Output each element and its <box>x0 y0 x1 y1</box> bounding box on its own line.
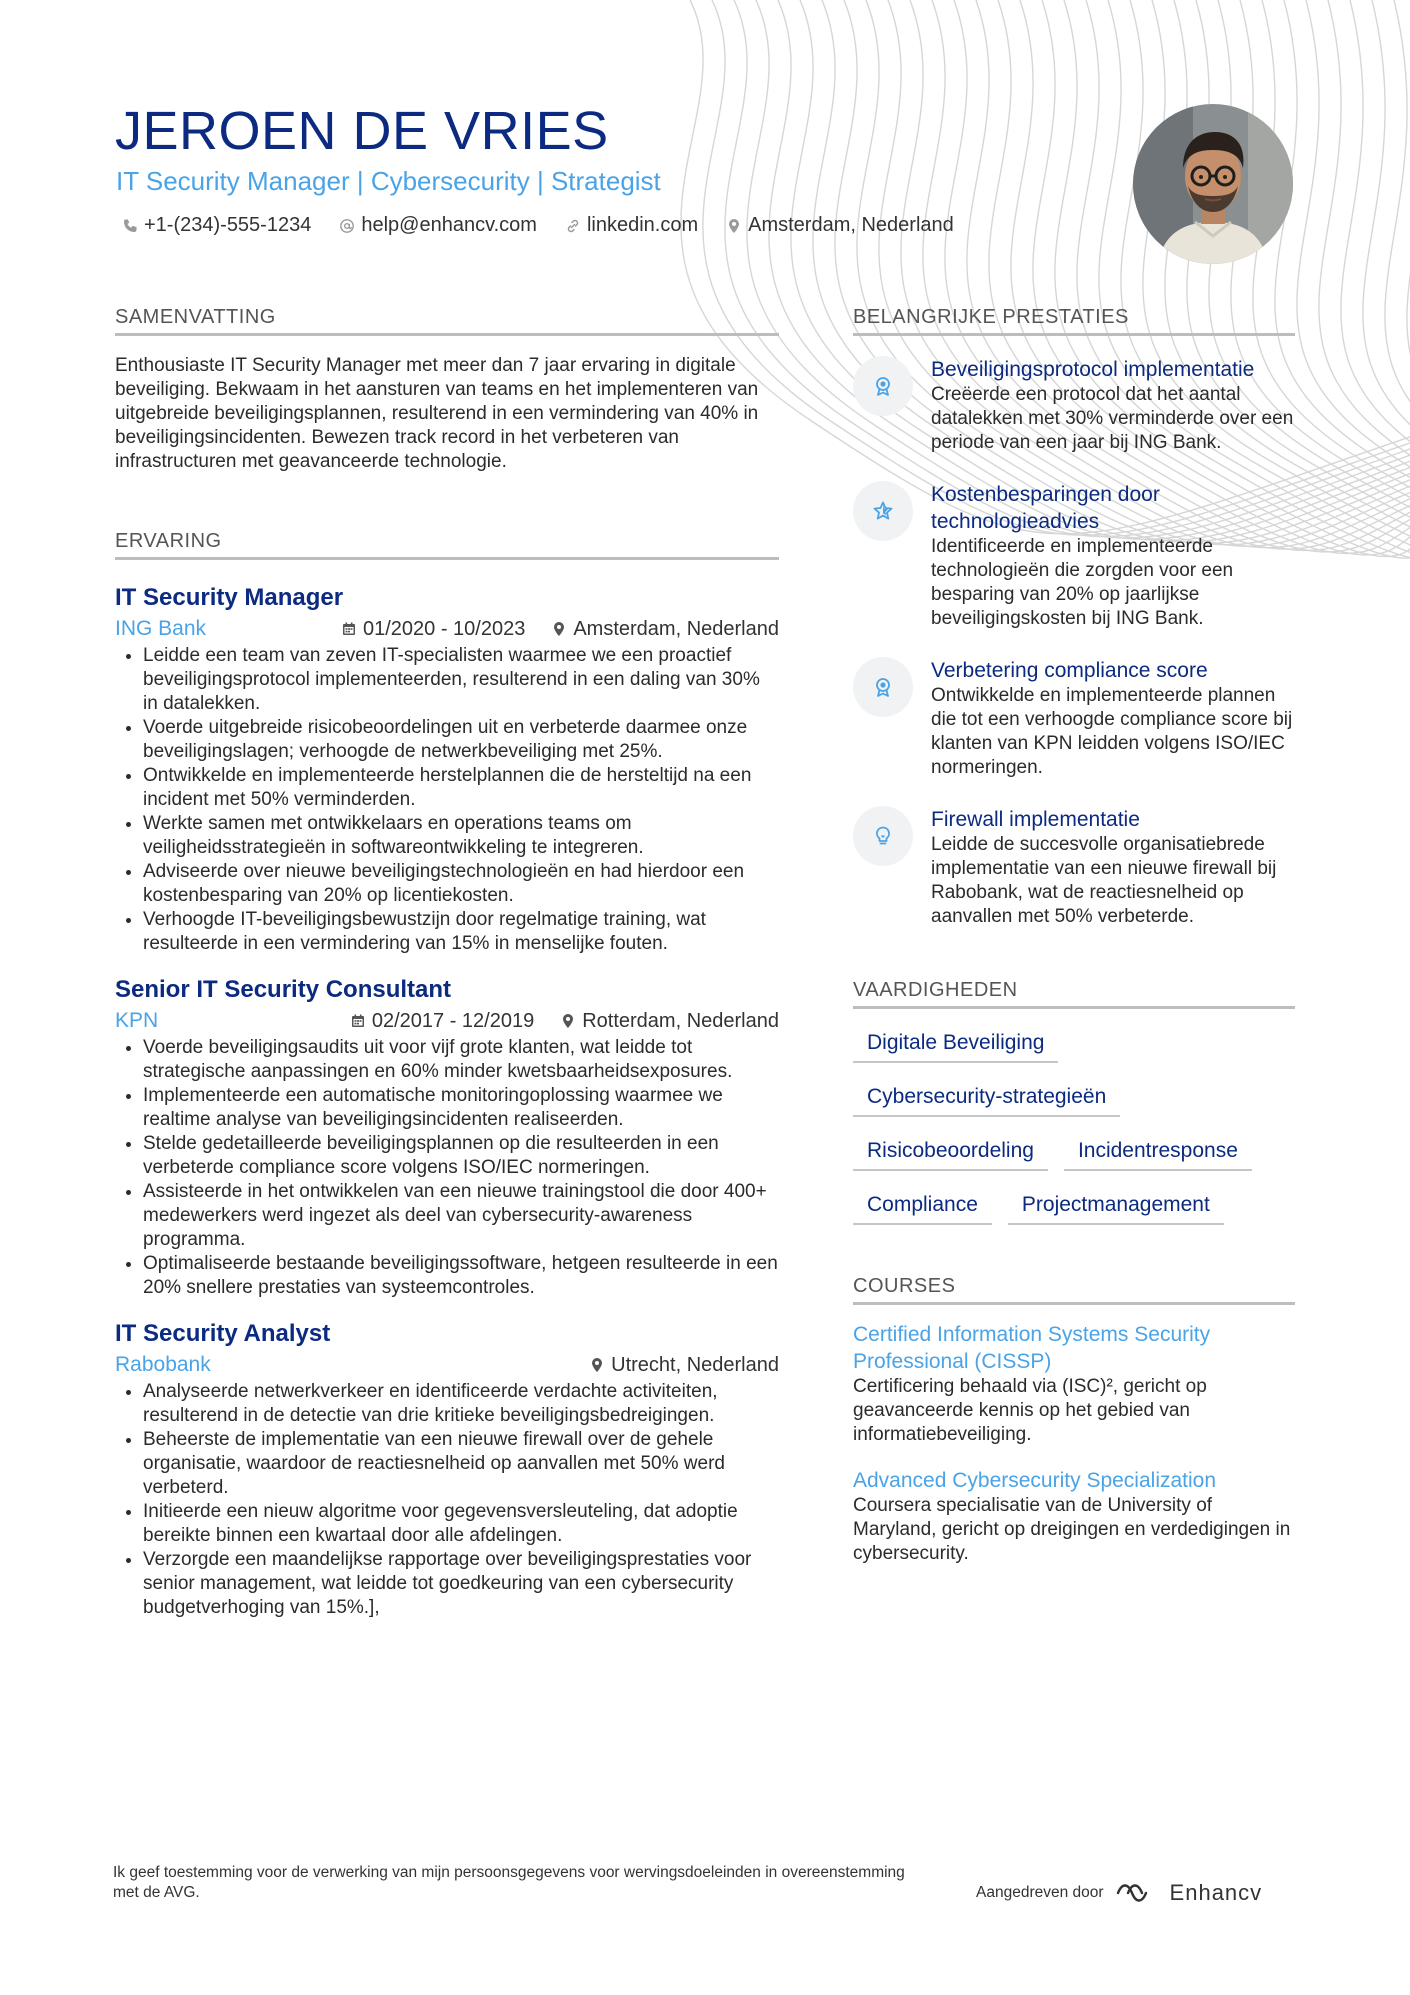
location-pin-icon <box>589 1357 605 1373</box>
profile-photo <box>1133 104 1293 264</box>
achievement-item <box>853 806 1295 929</box>
job-location <box>551 614 779 644</box>
achievements-title: BELANGRIJKE PRESTATIES <box>853 306 1295 336</box>
job-bullet: • Initieerde een nieuw algoritme voor gegevensversleuteling, dat adoptie bereikte binnen een kwartaal door alle afdelingen. <box>143 1500 779 1548</box>
job-bullet: • Beheerste de implementatie van een nieuwe firewall over de gehele organisatie, waardoor de reactiesnelheid op aanvallen met 50% werd verbeterd. <box>143 1428 779 1500</box>
achievement-item <box>853 481 1295 631</box>
star-icon <box>853 481 913 541</box>
contact-linkedin[interactable] <box>565 214 698 237</box>
job-dates <box>341 614 525 644</box>
job-entry <box>115 1318 779 1620</box>
achievement-item <box>853 356 1295 455</box>
location-pin-icon <box>560 1013 576 1029</box>
job-dates-text: 01/2020 - 10/2023 <box>362 618 526 640</box>
wave-line <box>1319 0 1410 560</box>
contact-phone[interactable] <box>122 214 311 237</box>
phone-icon <box>122 218 138 234</box>
job-bullets <box>115 1036 779 1300</box>
job-bullet: • Verhoogde IT-beveiligingsbewustzijn door regelmatige training, wat resulteerde in een vermindering van 15% in menselijke fouten. <box>143 908 779 956</box>
wave-line <box>1341 0 1410 560</box>
job-title: IT Security Analyst <box>115 1320 331 1347</box>
calendar-icon <box>341 621 357 637</box>
achievement-desc: Ontwikkelde en implementeerde plannen die tot een verhoogde compliance score bij klanten van KPN leidden volgens ISO/IEC normeringen. <box>931 685 1293 778</box>
achievement-desc: Creëerde een protocol dat het aantal datalekken met 30% verminderde over een periode van een jaar bij ING Bank. <box>931 384 1294 453</box>
wave-line <box>1275 0 1410 560</box>
job-meta <box>115 1350 779 1380</box>
skill-tag: Digitale Beveiliging <box>853 1027 1058 1063</box>
powered-by-text: Aangedreven door <box>976 1884 1104 1901</box>
job-bullet: • Verzorgde een maandelijkse rapportage over beveiligingsprestaties voor senior management, wat leidde tot goedkeuring van een cybersecurity budgetverhoging van 15%.], <box>143 1548 779 1620</box>
job-bullet: • Stelde gedetailleerde beveiligingsplannen op die resulteerden in een verbeterde compliance score volgens ISO/IEC normeringen. <box>143 1132 779 1180</box>
courses-title: COURSES <box>853 1275 1295 1305</box>
experience-section <box>115 530 779 1620</box>
course-title: Certified Information Systems Security Professional (CISSP) <box>853 1323 1211 1373</box>
skill-tag: Risicobeoordeling <box>853 1135 1048 1171</box>
right-column <box>853 306 1295 1566</box>
powered-by[interactable] <box>976 1880 1262 1906</box>
link-icon <box>565 218 581 234</box>
achievement-item <box>853 657 1295 780</box>
enhancv-logo-icon <box>1114 1881 1160 1905</box>
skills-section <box>853 979 1295 1225</box>
job-bullet: • Werkte samen met ontwikkelaars en operations teams om veiligheidsstrategieën in softwareontwikkeling te integreren. <box>143 812 779 860</box>
job-location <box>589 1350 779 1380</box>
course-desc: Certificering behaald via (ISC)², gericht op geavanceerde kennis op het gebied van informatiebeveiliging. <box>853 1376 1207 1445</box>
skills-title: VAARDIGHEDEN <box>853 979 1295 1009</box>
location-pin-icon <box>551 621 567 637</box>
skills-list <box>853 1027 1295 1225</box>
linkedin-text: linkedin.com <box>586 214 699 236</box>
job-location <box>560 1006 779 1036</box>
job-dates <box>350 1006 534 1036</box>
job-location-text: Utrecht, Nederland <box>611 1354 779 1376</box>
job-bullet: • Voerde uitgebreide risicobeoordelingen uit en verbeterde daarmee onze beveiligingslagen; verhoogde de netwerkbeveiliging met 25%. <box>143 716 779 764</box>
job-bullet: • Implementeerde een automatische monitoringoplossing waarmee we realtime analyse van beveiligingsincidenten realiseerden. <box>143 1084 779 1132</box>
job-bullet: • Ontwikkelde en implementeerde herstelplannen die de hersteltijd na een incident met 50% verminderden. <box>143 764 779 812</box>
job-meta <box>115 1006 779 1036</box>
skill-tag: Projectmanagement <box>1008 1189 1224 1225</box>
achievement-title: Kostenbesparingen door technologieadvies <box>931 483 1160 533</box>
skill-tag: Incidentresponse <box>1064 1135 1252 1171</box>
wave-line <box>1385 0 1410 560</box>
achievement-desc: Leidde de succesvolle organisatiebrede implementatie van een nieuwe firewall bij Rabobank, wat de reactiesnelheid op aanvallen met 50% verbeterde. <box>931 834 1277 927</box>
job-company: KPN <box>115 1009 159 1032</box>
location-text: Amsterdam, Nederland <box>748 214 954 236</box>
wave-line <box>1363 0 1410 560</box>
consent-note: Ik geef toestemming voor de verwerking van mijn persoonsgegevens voor wervingsdoeleinden in overeenstemming met de AVG. <box>113 1864 905 1901</box>
location-pin-icon <box>726 218 742 234</box>
achievement-title: Beveiligingsprotocol implementatie <box>931 358 1255 381</box>
candidate-headline: IT Security Manager | Cybersecurity | Strategist <box>116 166 661 196</box>
achievement-desc: Identificeerde en implementeerde technologieën die zorgden voor een besparing van 20% op jaarlijkse beveiligingskosten bij ING Bank. <box>931 536 1234 629</box>
job-company: Rabobank <box>115 1353 211 1376</box>
skill-tag: Cybersecurity-strategieën <box>853 1081 1120 1117</box>
candidate-name: JEROEN DE VRIES <box>115 101 609 161</box>
course-desc: Coursera specialisatie van de University of Maryland, gericht op dreigingen en verdedigingen in cybersecurity. <box>853 1495 1291 1564</box>
award-icon <box>853 657 913 717</box>
job-bullet: • Optimaliseerde bestaande beveiligingssoftware, hetgeen resulteerde in een 20% snellere prestaties van systeemcontroles. <box>143 1252 779 1300</box>
summary-text: Enthousiaste IT Security Manager met meer dan 7 jaar ervaring in digitale beveiliging. Bekwaam in het aansturen van teams en het implementeren van uitgebreide beveiligingsplannen, resulterend in een vermindering van 40% in beveiligingsincidenten. Bewezen track record in het verbeteren van infrastructuren met geavanceerde technologie. <box>115 355 759 472</box>
job-dates-text: 02/2017 - 12/2019 <box>371 1010 535 1032</box>
job-bullets <box>115 1380 779 1620</box>
course-title: Advanced Cybersecurity Specialization <box>853 1469 1217 1492</box>
contact-email[interactable] <box>339 214 537 237</box>
job-company: ING Bank <box>115 617 207 640</box>
job-bullet: • Leidde een team van zeven IT-specialisten waarmee we een proactief beveiligingsprotocol implementeerden, resulterend in een daling van 30% in datalekken. <box>143 644 779 716</box>
achievement-title: Verbetering compliance score <box>931 659 1208 682</box>
lightbulb-icon <box>853 806 913 866</box>
contact-location <box>726 214 954 237</box>
award-icon <box>853 356 913 416</box>
phone-text: +1-(234)-555-1234 <box>144 214 312 236</box>
job-title: IT Security Manager <box>115 584 344 611</box>
summary-title: SAMENVATTING <box>115 306 779 336</box>
wave-line <box>1297 0 1410 560</box>
job-location-text: Amsterdam, Nederland <box>573 618 779 640</box>
job-entry <box>115 974 779 1300</box>
courses-section <box>853 1275 1295 1566</box>
job-entry <box>115 582 779 956</box>
skill-tag: Compliance <box>853 1189 992 1225</box>
experience-title: ERVARING <box>115 530 779 560</box>
left-column <box>115 306 779 1620</box>
job-location-text: Rotterdam, Nederland <box>582 1010 779 1032</box>
job-bullets <box>115 644 779 956</box>
brand-name: Enhancv <box>1169 1880 1263 1905</box>
job-title: Senior IT Security Consultant <box>115 976 452 1003</box>
calendar-icon <box>350 1013 366 1029</box>
job-meta <box>115 614 779 644</box>
contact-bar <box>122 214 954 237</box>
job-bullet: • Adviseerde over nieuwe beveiligingstechnologieën en had hierdoor een kostenbesparing van 20% op licentiekosten. <box>143 860 779 908</box>
job-bullet: • Voerde beveiligingsaudits uit voor vijf grote klanten, wat leidde tot strategische aanpassingen en 60% minder kwetsbaarheidsexposures. <box>143 1036 779 1084</box>
job-bullet: • Assisteerde in het ontwikkelen van een nieuwe trainingstool die door 400+ medewerkers werd ingezet als deel van cybersecurity-awareness programma. <box>143 1180 779 1252</box>
job-bullet: • Analyseerde netwerkverkeer en identificeerde verdachte activiteiten, resulterend in de detectie van drie kritieke beveiligingsbedreigingen. <box>143 1380 779 1428</box>
course-item <box>853 1321 1295 1447</box>
achievements-section <box>853 306 1295 929</box>
email-text: help@enhancv.com <box>361 214 537 236</box>
summary-section <box>115 306 779 474</box>
at-icon <box>339 218 355 234</box>
achievement-title: Firewall implementatie <box>931 808 1140 831</box>
course-item <box>853 1467 1295 1566</box>
